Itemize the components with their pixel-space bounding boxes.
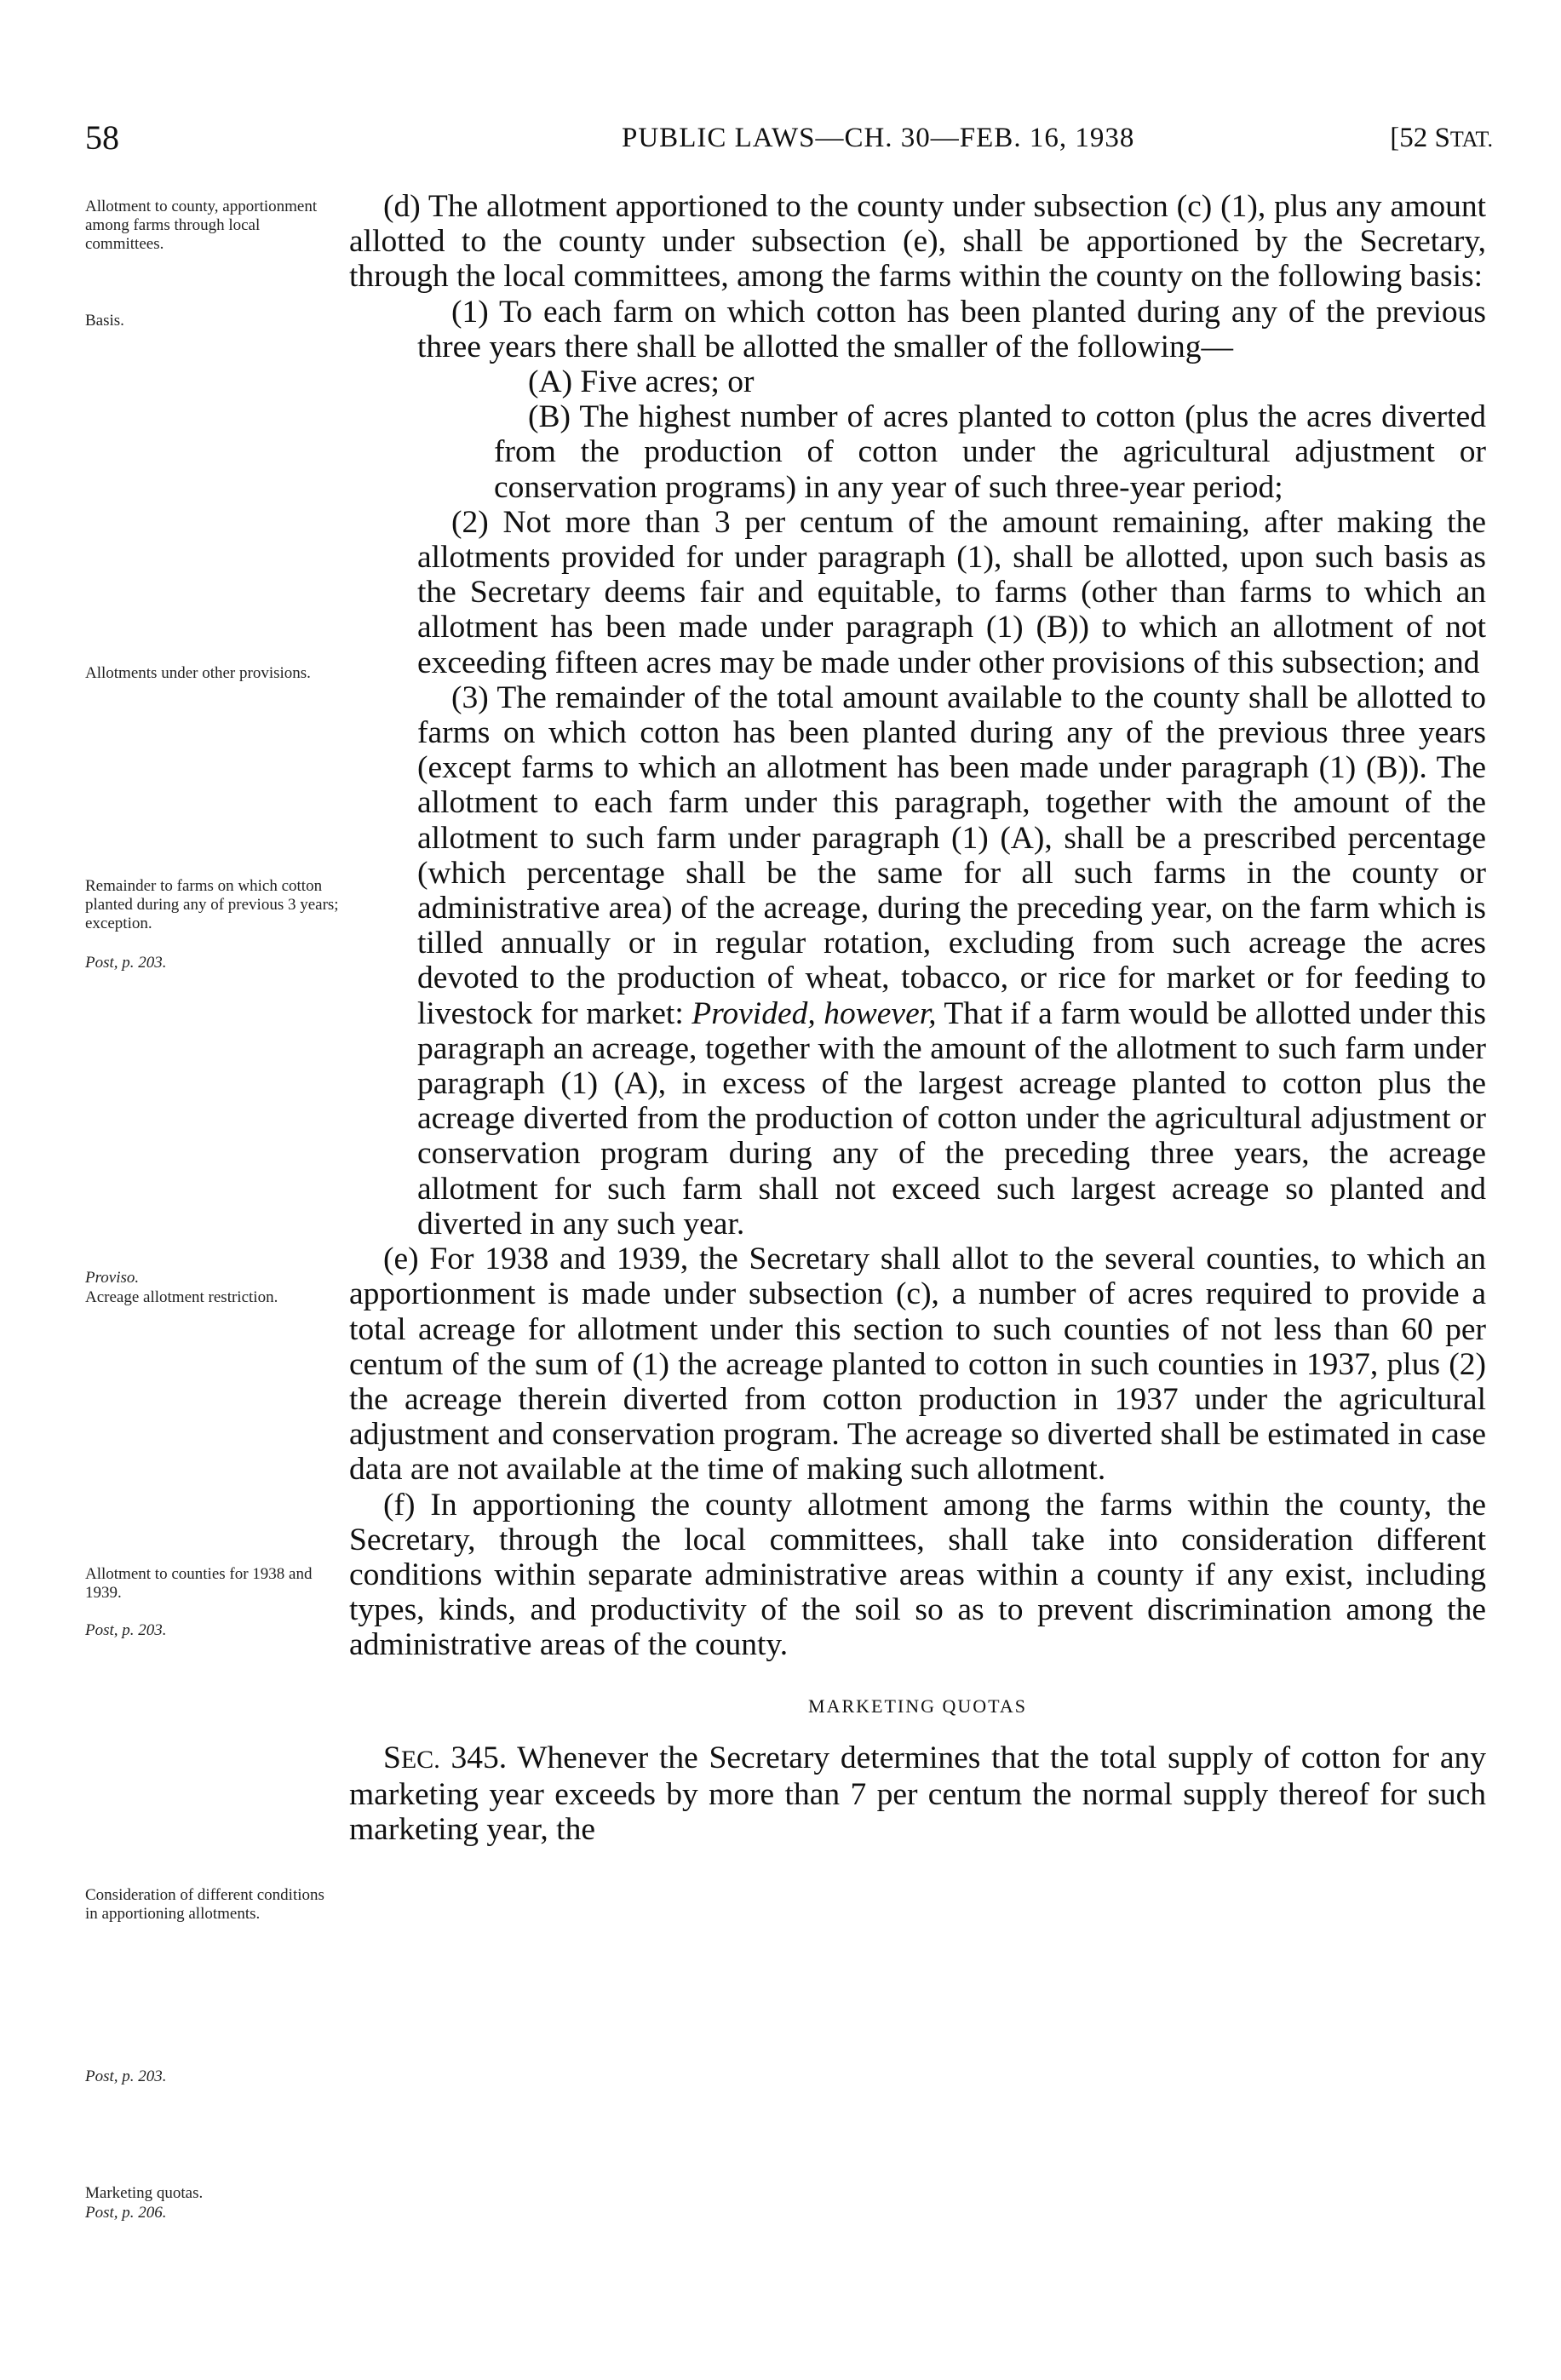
margin-note-marketing-quotas: Marketing quotas. — [85, 2184, 204, 2202]
margin-note-post-ref-3: Post, p. 203. — [85, 2067, 167, 2085]
subsection-d: (d) The allotment apportioned to the county under subsection (c) (1), plus any amount allotted to the county under subsection (e), shall be apportioned by the Secretary, through the local committees, among the farms within the county on the following basis: — [349, 189, 1486, 295]
paragraph-d1: (1) To each farm on which cotton has been planted during any of the previous three years there shall be allotted the smaller of the following— — [417, 294, 1486, 364]
statute-reference — [1390, 123, 1493, 154]
margin-note-different-conditions: Consideration of different conditions in apportioning allotments. — [85, 1886, 324, 1923]
paragraph-d3-part-2: That if a farm would be allotted under this paragraph an acreage, together with the amount of the allotment to such farm under paragraph (1) (A), in excess of the largest acreage planted to cotton plus the acreage diverted from the production of cotton under the agricultural adjustment or conservation program during any of the preceding three years, the acreage allotment for such farm shall not exceed such largest acreage so planted and diverted in any such year. — [417, 995, 1486, 1242]
running-title: PUBLIC LAWS—CH. 30—FEB. 16, 1938 — [622, 123, 1135, 153]
paragraph-d3-part-1: (3) The remainder of the total amount available to the county shall be allotted to farms on which cotton has been planted during any of the previous three years (except farms to which an allotment has been made under paragraph (1) (B)). The allotment to each farm under this paragraph, together with the amount of the allotment to such farm under paragraph (1) (A), shall be a prescribed percentage (which percentage shall be the same for all such farms in the county or administrative area) of the acreage, during the preceding year, on the farm which is tilled annually or in regular rotation, excluding from such acreage the acres devoted to the production of wheat, tobacco, or rice for market or for feeding to livestock for market: — [417, 680, 1486, 1031]
section-345 — [349, 1741, 1486, 1848]
margin-note-post-ref-1: Post, p. 203. — [85, 954, 167, 972]
margin-note-basis: Basis. — [85, 312, 124, 330]
page-header — [85, 118, 1493, 169]
margin-note-remainder: Remainder to farms on which cotton planted during any of previous 3 years; exception. — [85, 877, 339, 932]
statute-reference-prefix: [52 S — [1390, 123, 1450, 153]
paragraph-d1b: (B) The highest number of acres planted to cotton (plus the acres diverted from the production of cotton under the agricultural adjustment or conservation programs) in any year of such three-year period; — [494, 399, 1486, 505]
subsection-e: (e) For 1938 and 1939, the Secretary shall allot to the several counties, to which an apportionment is made under subsection (c), a number of acres required to provide a total acreage for allotment under this section to such counties of not less than 60 per centum of the sum of (1) the acreage planted to cotton in such counties in 1937, plus (2) the acreage therein diverted from cotton production in 1937 under the agricultural adjustment and conservation program. The acreage so diverted shall be estimated in case data are not available at the time of making such allotment. — [349, 1242, 1486, 1488]
section-label-initial: S — [383, 1740, 401, 1775]
subsection-f: (f) In apportioning the county allotment among the farms within the county, the Secretary, through the local committees, shall take into consideration different conditions within separate administrative areas within a county if any exist, including types, kinds, and productivity of the soil so as to prevent discrimination among the administrative areas of the county. — [349, 1487, 1486, 1663]
section-heading: MARKETING QUOTAS — [808, 1695, 1027, 1717]
paragraph-d1a: (A) Five acres; or — [528, 364, 755, 400]
statute-reference-suffix: TAT. — [1449, 127, 1493, 152]
margin-note-other-provisions: Allotments under other provisions. — [85, 664, 311, 682]
page-number: 58 — [85, 118, 119, 157]
margin-note-post-ref-2: Post, p. 203. — [85, 1621, 167, 1639]
proviso-phrase: Provided, however, — [692, 995, 937, 1031]
margin-note-acreage-restriction: Acreage allotment restriction. — [85, 1288, 278, 1306]
main-text — [349, 189, 1486, 1847]
paragraph-d2: (2) Not more than 3 per centum of the amount remaining, after making the allotments provided for under paragraph (1), shall be allotted, upon such basis as the Secretary deems fair and equitable, to farms (other than farms to which an allotment has been made under paragraph (1) (B)) to which an allotment of not exceeding fifteen acres may be made under other provisions of this subsection; and — [417, 504, 1486, 680]
paragraph-d3 — [417, 680, 1486, 1242]
margin-note-proviso: Proviso. — [85, 1269, 140, 1287]
margin-note-allotment-1938-1939: Allotment to counties for 1938 and 1939. — [85, 1565, 313, 1602]
margin-note-allotment-to-county: Allotment to county, apportionment among farms through local committees. — [85, 198, 318, 253]
section-label-rest: EC. — [400, 1745, 440, 1774]
section-345-text: 345. Whenever the Secretary determines that the total supply of cotton for any marketing year exceeds by more than 7 per centum the normal supply thereof for such marketing year, the — [349, 1740, 1486, 1848]
margin-note-post-ref-4: Post, p. 206. — [85, 2204, 167, 2222]
